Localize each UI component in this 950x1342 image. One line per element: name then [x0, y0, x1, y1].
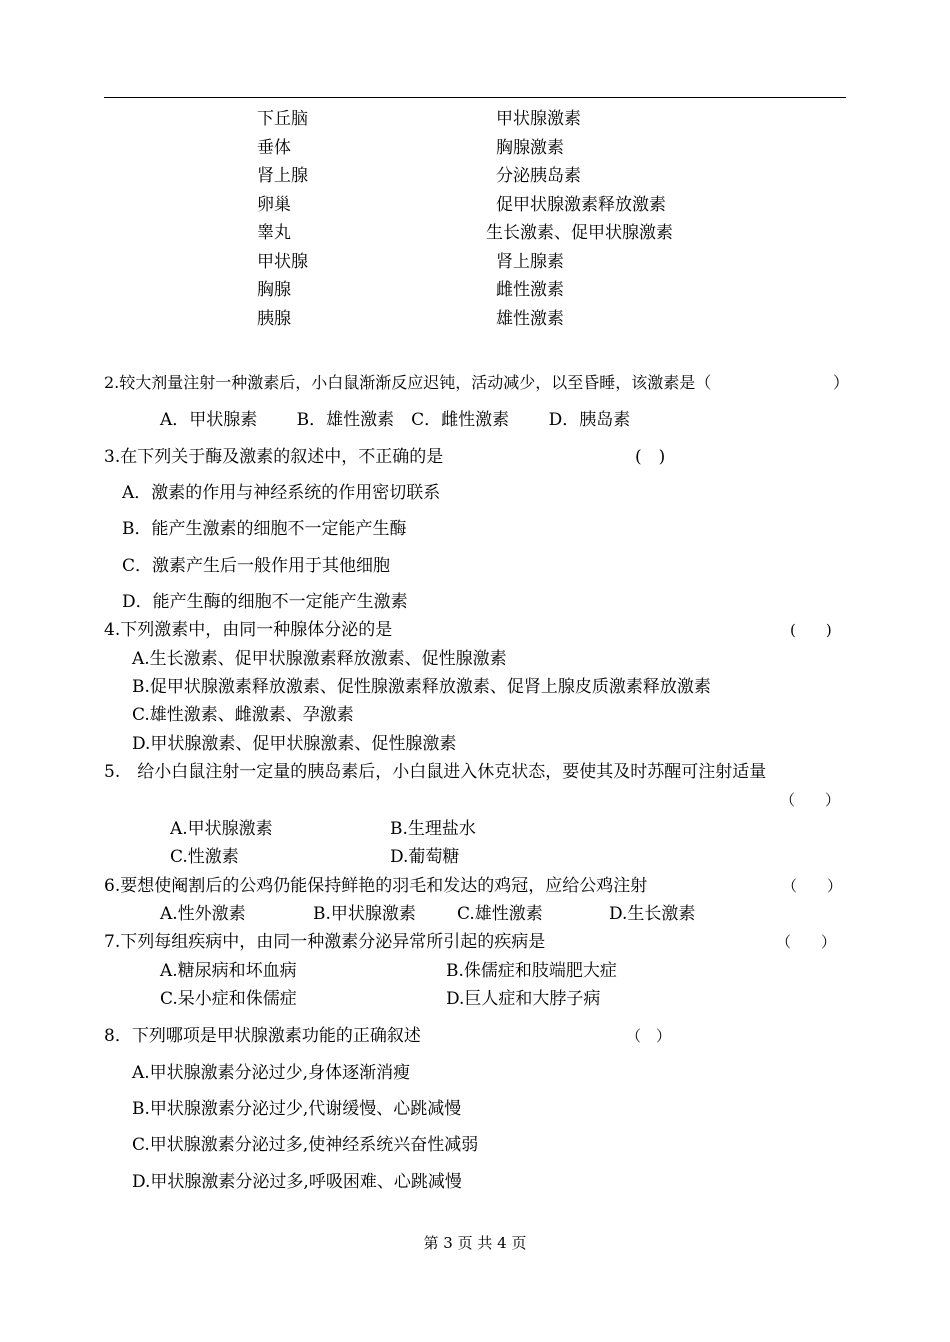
gland-item: 肾上腺 [257, 166, 308, 186]
header-rule [104, 97, 846, 98]
option-d: D.生长激素 [609, 904, 696, 924]
hormone-item: 雌性激素 [496, 280, 564, 300]
option-c: C.甲状腺激素分泌过多,使神经系统兴奋性减弱 [132, 1135, 479, 1155]
answer-paren: （ ） [626, 1027, 672, 1045]
gland-item: 下丘脑 [257, 109, 308, 129]
option-d: D.甲状腺激素分泌过多,呼吸困难、心跳减慢 [132, 1172, 462, 1192]
option-a: A．激素的作用与神经系统的作用密切联系 [122, 483, 441, 503]
answer-paren: ( ) [635, 447, 666, 467]
hormone-item: 胸腺激素 [496, 138, 564, 158]
question-stem: 4.下列激素中，由同一种腺体分泌的是 [104, 620, 393, 640]
option-d: D．能产生酶的细胞不一定能产生激素 [122, 592, 408, 612]
option-b: B.侏儒症和肢端肥大症 [446, 961, 617, 981]
gland-item: 胸腺 [257, 280, 291, 300]
option-c: C.雄性激素 [457, 904, 543, 924]
gland-item: 卵巢 [257, 195, 291, 215]
answer-paren: ( ) [790, 621, 832, 639]
question-stem: 3.在下列关于酶及激素的叙述中，不正确的是 [104, 447, 444, 467]
option-b: B.甲状腺激素分泌过少,代谢缓慢、心跳减慢 [132, 1099, 462, 1119]
hormone-item: 分泌胰岛素 [496, 166, 581, 186]
question-stem: 5. 给小白鼠注射一定量的胰岛素后，小白鼠进入休克状态，要使其及时苏醒可注射适量 [104, 762, 767, 782]
answer-paren: ） [833, 373, 850, 392]
option-c: C.呆小症和侏儒症 [160, 989, 297, 1009]
hormone-item: 甲状腺激素 [496, 109, 581, 129]
option-b: B．能产生激素的细胞不一定能产生酶 [122, 519, 407, 539]
option-b: B.生理盐水 [390, 819, 476, 839]
question-stem: 2.较大剂量注射一种激素后，小白鼠渐渐反应迟钝，活动减少，以至昏睡，该激素是（ [104, 373, 712, 392]
answer-paren: （ ） [782, 877, 843, 895]
option-c: C.雄性激素、雌激素、孕激素 [132, 705, 354, 725]
option-d: D.葡萄糖 [390, 847, 460, 867]
option-c: C．激素产生后一般作用于其他细胞 [122, 556, 391, 576]
option-d: D.巨人症和大脖子病 [446, 989, 601, 1009]
answer-paren: （ ） [780, 791, 841, 809]
hormone-item: 促甲状腺激素释放激素 [496, 195, 666, 215]
gland-item: 睾丸 [257, 223, 291, 243]
answer-paren: （ ） [776, 933, 837, 951]
option-a: A.性外激素 [160, 904, 246, 924]
option-b: B.甲状腺激素 [313, 904, 416, 924]
hormone-item: 肾上腺素 [496, 252, 564, 272]
option-c: C.性激素 [170, 847, 239, 867]
option-a: A.甲状腺激素 [170, 819, 273, 839]
question-stem: 8．下列哪项是甲状腺激素功能的正确叙述 [104, 1026, 421, 1046]
question-stem: 7.下列每组疾病中，由同一种激素分泌异常所引起的疾病是 [104, 932, 546, 952]
gland-item: 甲状腺 [257, 252, 308, 272]
option-a: A.糖尿病和坏血病 [160, 961, 297, 981]
option-b: B.促甲状腺激素释放激素、促性腺激素释放激素、促肾上腺皮质激素释放激素 [132, 677, 711, 697]
question-stem: 6.要想使阉割后的公鸡仍能保持鲜艳的羽毛和发达的鸡冠，应给公鸡注射 [104, 876, 648, 896]
hormone-item: 雄性激素 [496, 309, 564, 329]
option-d: D.甲状腺激素、促甲状腺激素、促性腺激素 [132, 734, 457, 754]
question-options: A．甲状腺素 B．雄性激素 C．雌性激素 D．胰岛素 [160, 410, 631, 430]
option-a: A.甲状腺激素分泌过少,身体逐渐消瘦 [132, 1063, 411, 1083]
page-footer: 第 3 页 共 4 页 [423, 1234, 527, 1252]
option-a: A.生长激素、促甲状腺激素释放激素、促性腺激素 [132, 649, 507, 669]
hormone-item: 生长激素、促甲状腺激素 [486, 223, 673, 243]
gland-item: 垂体 [257, 138, 291, 158]
gland-item: 胰腺 [257, 309, 291, 329]
